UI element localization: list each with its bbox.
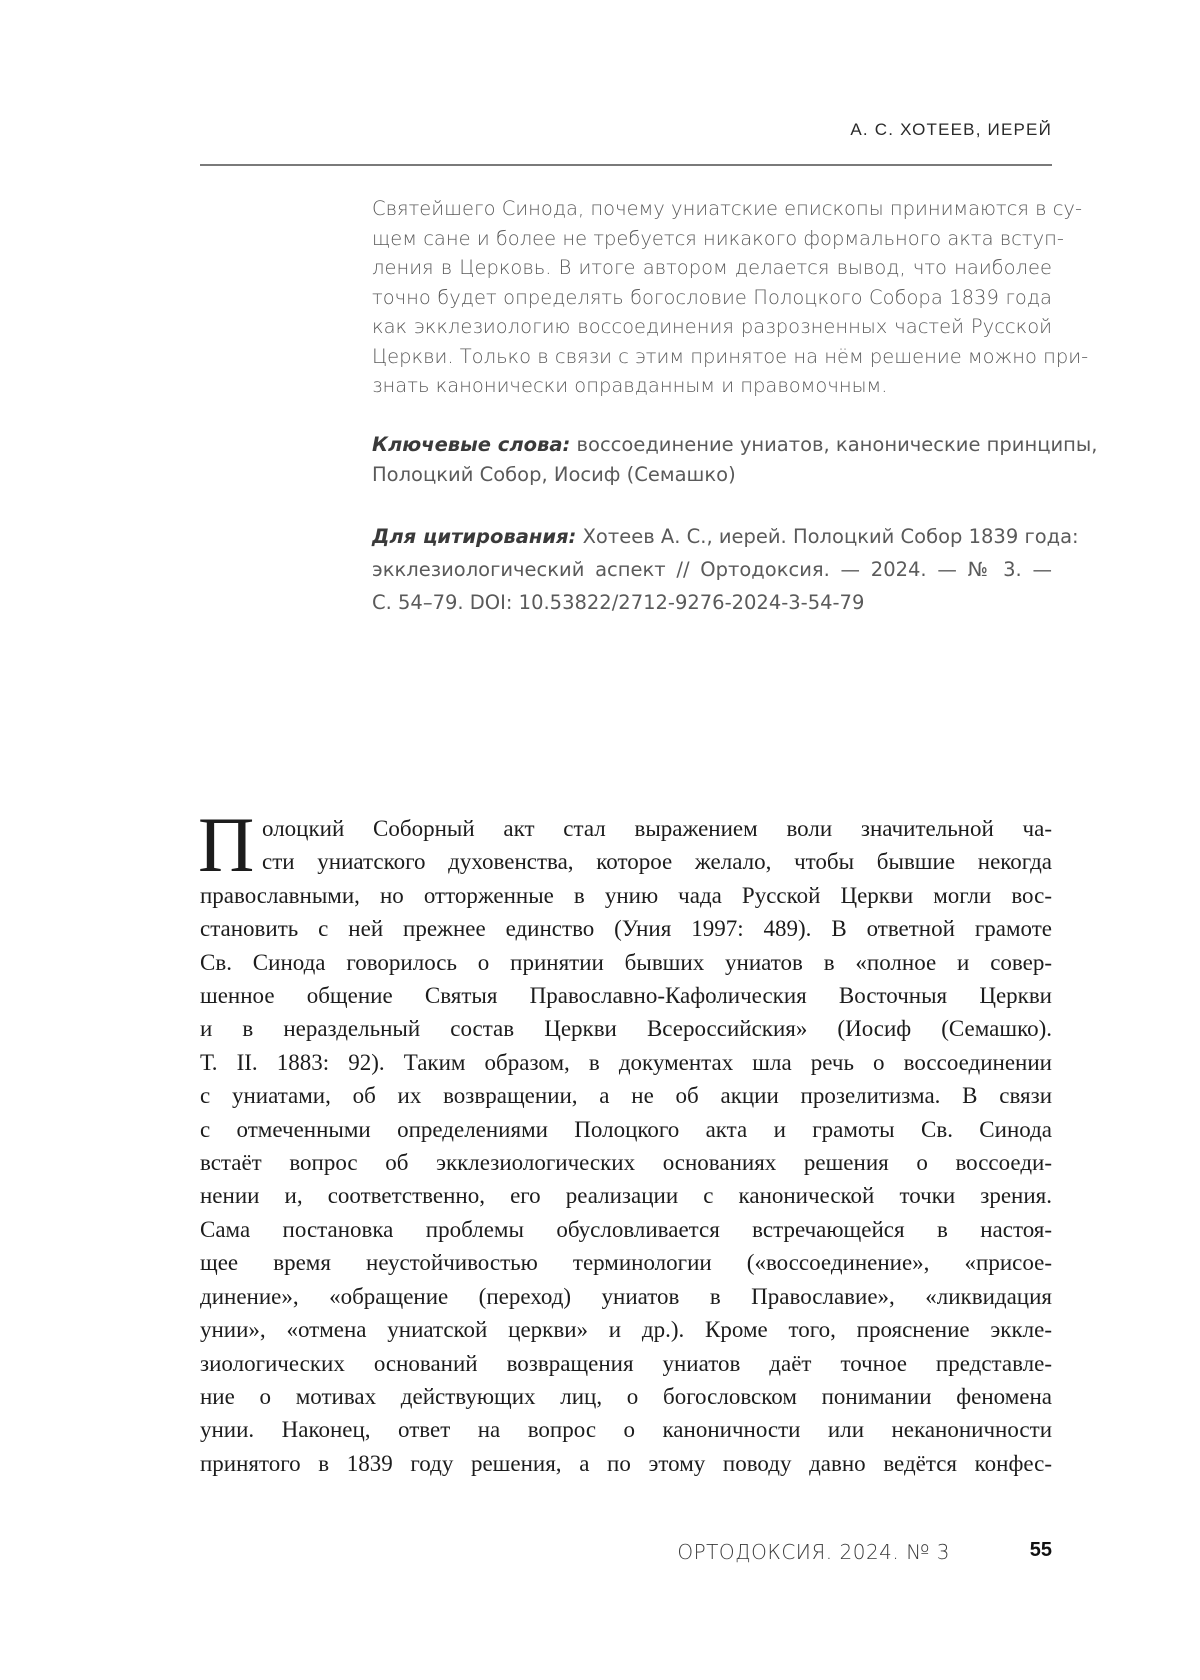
abstract-line: как экклезиологию воссоединения разрозненных частей Русской bbox=[372, 312, 1052, 342]
main-text bbox=[200, 812, 1052, 1480]
running-footer-journal: ОРТОДОКСИЯ. 2024. № 3 bbox=[677, 1540, 950, 1564]
abstract-block bbox=[372, 194, 1052, 401]
body-line: становить с ней прежнее единство (Уния 1997: 489). В ответной грамоте bbox=[200, 912, 1052, 945]
citation-text: Хотеев А. С., иерей. Полоцкий Собор 1839 года: bbox=[583, 525, 1079, 548]
keywords-text: воссоединение униатов, канонические принципы, bbox=[577, 433, 1098, 456]
body-line: православными, но отторженные в унию чада Русской Церкви могли вос- bbox=[200, 879, 1052, 912]
page-number: 55 bbox=[1030, 1539, 1052, 1562]
journal-page bbox=[0, 0, 1200, 1680]
keywords-label: Ключевые слова: bbox=[372, 433, 570, 456]
body-line: олоцкий Соборный акт стал выражением воли значительной ча- bbox=[200, 812, 1052, 845]
citation-doi: С. 54–79. DOI: 10.53822/2712-9276-2024-3-54-79 bbox=[372, 586, 1052, 619]
keywords-block bbox=[372, 430, 1052, 490]
body-line: щее время неустойчивостью терминологии («воссоединение», «присое- bbox=[200, 1246, 1052, 1279]
body-line: нении и, соответственно, его реализации с канонической точки зрения. bbox=[200, 1179, 1052, 1212]
abstract-line: знать канонически оправданным и правомочным. bbox=[372, 371, 1052, 401]
body-line: с отмеченными определениями Полоцкого акта и грамоты Св. Синода bbox=[200, 1113, 1052, 1146]
running-header-author: А. С. ХОТЕЕВ, ИЕРЕЙ bbox=[850, 120, 1052, 140]
body-line: и в нераздельный состав Церкви Всероссийския» (Иосиф (Семашко). bbox=[200, 1012, 1052, 1045]
body-line: шенное общение Святыя Православно-Кафолическия Восточныя Церкви bbox=[200, 979, 1052, 1012]
body-line: с униатами, об их возвращении, а не об акции прозелитизма. В связи bbox=[200, 1079, 1052, 1112]
citation-text: экклезиологический аспект // Ортодоксия. — 2024. — № 3. — bbox=[372, 553, 1052, 586]
body-line: ние о мотивах действующих лиц, о богословском понимании феномена bbox=[200, 1380, 1052, 1413]
body-line: унии», «отмена униатской церкви» и др.). Кроме того, прояснение эккле- bbox=[200, 1313, 1052, 1346]
abstract-line: Святейшего Синода, почему униатские епископы принимаются в су- bbox=[372, 194, 1052, 224]
body-line: сти униатского духовенства, которое желало, чтобы бывшие некогда bbox=[200, 845, 1052, 878]
body-line: встаёт вопрос об экклезиологических основаниях решения о воссоеди- bbox=[200, 1146, 1052, 1179]
citation-label: Для цитирования: bbox=[372, 525, 576, 548]
body-line: Т. II. 1883: 92). Таким образом, в документах шла речь о воссоединении bbox=[200, 1046, 1052, 1079]
body-line: Сама постановка проблемы обусловливается встречающейся в настоя- bbox=[200, 1213, 1052, 1246]
drop-cap: П bbox=[198, 806, 254, 884]
abstract-line: щем сане и более не требуется никакого формального акта вступ- bbox=[372, 224, 1052, 254]
abstract-line: ления в Церковь. В итоге автором делается вывод, что наиболее bbox=[372, 253, 1052, 283]
body-line: зиологических оснований возвращения униатов даёт точное представле- bbox=[200, 1347, 1052, 1380]
body-line: принятого в 1839 году решения, а по этому поводу давно ведётся конфес- bbox=[200, 1447, 1052, 1480]
header-rule bbox=[200, 164, 1052, 166]
abstract-line: Церкви. Только в связи с этим принятое на нём решение можно при- bbox=[372, 342, 1052, 372]
body-line: Св. Синода говорилось о принятии бывших униатов в «полное и совер- bbox=[200, 946, 1052, 979]
body-line: унии. Наконец, ответ на вопрос о каноничности или неканоничности bbox=[200, 1413, 1052, 1446]
body-line: динение», «обращение (переход) униатов в Православие», «ликвидация bbox=[200, 1280, 1052, 1313]
abstract-line: точно будет определять богословие Полоцкого Собора 1839 года bbox=[372, 283, 1052, 313]
keywords-text: Полоцкий Собор, Иосиф (Семашко) bbox=[372, 460, 1052, 490]
citation-block bbox=[372, 520, 1052, 619]
